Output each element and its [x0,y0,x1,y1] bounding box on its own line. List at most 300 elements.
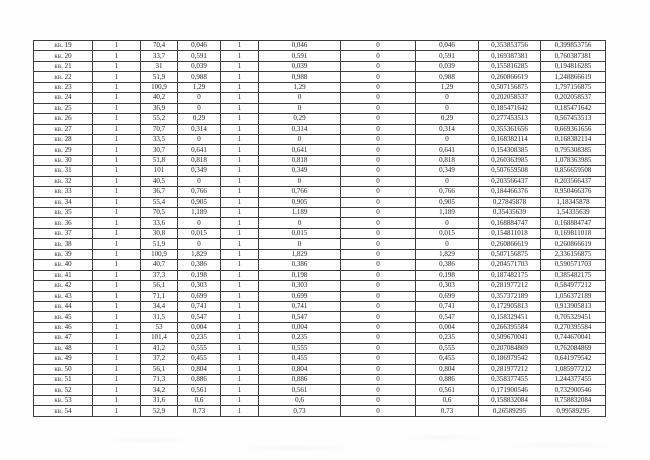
value-cell: 0,358377455 [479,375,541,385]
apartment-label-cell: кв. 50 [34,364,93,374]
value-cell: 0,641 [259,145,341,155]
value-cell: 1 [93,187,141,197]
value-cell: 0,818 [178,155,221,165]
value-cell: 0 [341,354,416,364]
value-cell: 0,591 [178,51,221,61]
value-cell: 70,7 [141,124,178,134]
value-cell: 0 [259,134,341,144]
value-cell: 0,202058537 [479,93,541,103]
value-cell: 0 [178,176,221,186]
value-cell: 0,741 [178,301,221,311]
value-cell: 1 [93,124,141,134]
value-cell: 1,056372189 [541,291,606,301]
value-cell: 71,3 [141,375,178,385]
value-cell: 0,039 [259,61,341,71]
value-cell: 1 [221,260,259,270]
value-cell: 0,039 [416,61,479,71]
value-cell: 100,9 [141,82,178,92]
value-cell: 0,168382114 [479,134,541,144]
value-cell: 1 [93,375,141,385]
value-cell: 0,004 [259,322,341,332]
value-cell: 0,314 [416,124,479,134]
value-cell: 0,455 [259,354,341,364]
value-cell: 0,158832084 [479,395,541,405]
value-cell: 0 [259,239,341,249]
value-cell: 1 [93,114,141,124]
value-cell: 0,198 [178,270,221,280]
table-row [34,364,606,374]
value-cell: 0,203566437 [541,176,606,186]
value-cell: 1 [93,72,141,82]
value-cell: 0,905 [259,197,341,207]
value-cell: 1 [93,93,141,103]
value-cell: 0,355361656 [479,124,541,134]
table-row [34,93,606,103]
value-cell: 40,7 [141,260,178,270]
value-cell: 1 [93,197,141,207]
table-row [34,281,606,291]
value-cell: 0 [341,155,416,165]
value-cell: 0 [341,72,416,82]
value-cell: 0,507156875 [479,249,541,259]
value-cell: 0 [341,145,416,155]
value-cell: 0,886 [416,375,479,385]
value-cell: 0 [178,93,221,103]
value-cell: 1,797156875 [541,82,606,92]
value-cell: 0 [341,239,416,249]
value-cell: 1 [221,270,259,280]
value-cell: 1 [93,166,141,176]
value-cell: 0,561 [178,385,221,395]
value-cell: 0,669361656 [541,124,606,134]
value-cell: 0 [341,301,416,311]
apartment-label-cell: кв. 31 [34,166,93,176]
apartment-label-cell: кв. 54 [34,406,93,416]
value-cell: 31,6 [141,395,178,405]
value-cell: 0,555 [416,343,479,353]
apartment-label-cell: кв. 48 [34,343,93,353]
value-cell: 0,886 [259,375,341,385]
value-cell: 0,29 [259,114,341,124]
value-cell: 0,732900546 [541,385,606,395]
value-cell: 0,235 [178,333,221,343]
value-cell: 0 [259,103,341,113]
value-cell: 1 [221,93,259,103]
value-cell: 0 [416,134,479,144]
value-cell: 0,555 [259,343,341,353]
value-cell: 0,266395584 [479,322,541,332]
value-cell: 0,744670041 [541,333,606,343]
value-cell: 0 [341,228,416,238]
value-cell: 1 [93,270,141,280]
value-cell: 0 [341,166,416,176]
table-row [34,187,606,197]
value-cell: 1 [221,155,259,165]
value-cell: 53 [141,322,178,332]
value-cell: 1 [221,218,259,228]
value-cell: 0,349 [178,166,221,176]
value-cell: 0 [341,197,416,207]
value-cell: 1 [93,385,141,395]
value-cell: 0,281977212 [479,364,541,374]
scan-noise-artifact [30,430,620,456]
value-cell: 0,35435639 [479,208,541,218]
value-cell: 0,804 [259,364,341,374]
value-cell: 0,260363985 [479,155,541,165]
apartment-label-cell: кв. 44 [34,301,93,311]
value-cell: 0,547 [178,312,221,322]
value-cell: 0,203566437 [479,176,541,186]
table-row [34,406,606,416]
apartment-label-cell: кв. 51 [34,375,93,385]
value-cell: 0,353853756 [479,41,541,51]
apartment-label-cell: кв. 24 [34,93,93,103]
value-cell: 1 [221,333,259,343]
value-cell: 1 [221,312,259,322]
value-cell: 0,172905813 [479,301,541,311]
value-cell: 1 [221,375,259,385]
value-cell: 0,260866619 [479,72,541,82]
table-row [34,114,606,124]
value-cell: 0 [341,343,416,353]
apartment-label-cell: кв. 23 [34,82,93,92]
value-cell: 0,168884747 [541,218,606,228]
value-cell: 1 [221,51,259,61]
table-body [34,41,606,417]
value-cell: 1 [221,249,259,259]
value-cell: 0,507659508 [479,166,541,176]
value-cell: 1 [93,291,141,301]
value-cell: 1,078363985 [541,155,606,165]
table-row [34,291,606,301]
apartment-values-table [33,40,606,417]
value-cell: 1 [93,145,141,155]
value-cell: 0 [341,385,416,395]
value-cell: 0,555 [178,343,221,353]
table-row [34,375,606,385]
value-cell: 0,99589295 [541,406,606,416]
value-cell: 1 [93,51,141,61]
apartment-label-cell: кв. 35 [34,208,93,218]
value-cell: 1 [93,301,141,311]
value-cell: 0,795308385 [541,145,606,155]
value-cell: 0 [341,291,416,301]
value-cell: 1 [93,176,141,186]
table-row [34,103,606,113]
table-row [34,301,606,311]
value-cell: 1 [93,41,141,51]
value-cell: 101 [141,166,178,176]
table-row [34,124,606,134]
value-cell: 0,988 [416,72,479,82]
value-cell: 1 [93,228,141,238]
table-row [34,239,606,249]
value-cell: 55,2 [141,114,178,124]
value-cell: 1 [93,364,141,374]
value-cell: 1 [221,406,259,416]
value-cell: 0,699 [178,291,221,301]
value-cell: 0,046 [416,41,479,51]
value-cell: 1 [93,354,141,364]
value-cell: 0,015 [259,228,341,238]
value-cell: 30,7 [141,145,178,155]
value-cell: 1 [93,239,141,249]
value-cell: 1,29 [416,82,479,92]
value-cell: 0 [341,249,416,259]
value-cell: 1 [221,301,259,311]
value-cell: 0,198 [259,270,341,280]
value-cell: 1 [93,61,141,71]
apartment-label-cell: кв. 19 [34,41,93,51]
apartment-label-cell: кв. 21 [34,61,93,71]
value-cell: 0 [259,218,341,228]
value-cell: 0,26589295 [479,406,541,416]
value-cell: 0,198 [416,270,479,280]
table-row [34,166,606,176]
value-cell: 1 [221,41,259,51]
value-cell: 0,303 [178,281,221,291]
value-cell: 0,235 [259,333,341,343]
apartment-label-cell: кв. 42 [34,281,93,291]
value-cell: 0,6 [178,395,221,405]
table-row [34,385,606,395]
value-cell: 56,1 [141,281,178,291]
value-cell: 0 [341,41,416,51]
apartment-label-cell: кв. 47 [34,333,93,343]
apartment-label-cell: кв. 45 [34,312,93,322]
value-cell: 1 [93,134,141,144]
value-cell: 0,168884747 [479,218,541,228]
value-cell: 0,705329451 [541,312,606,322]
value-cell: 0,260866619 [541,239,606,249]
value-cell: 0,015 [178,228,221,238]
table-row [34,134,606,144]
value-cell: 1 [221,82,259,92]
value-cell: 0 [341,312,416,322]
value-cell: 1,189 [178,208,221,218]
value-cell: 0 [341,103,416,113]
value-cell: 0 [178,134,221,144]
value-cell: 34,2 [141,385,178,395]
value-cell: 0,741 [259,301,341,311]
value-cell: 40,5 [141,176,178,186]
apartment-label-cell: кв. 33 [34,187,93,197]
value-cell: 1 [221,208,259,218]
value-cell: 0,27845878 [479,197,541,207]
value-cell: 0,818 [259,155,341,165]
value-cell: 0,584977212 [541,281,606,291]
value-cell: 31 [141,61,178,71]
table-row [34,41,606,51]
value-cell: 1 [221,103,259,113]
value-cell: 1 [221,281,259,291]
value-cell: 0,641 [416,145,479,155]
value-cell: 30,8 [141,228,178,238]
value-cell: 0,699 [416,291,479,301]
value-cell: 1 [221,124,259,134]
value-cell: 0,015 [416,228,479,238]
value-cell: 0,207084869 [479,343,541,353]
value-cell: 0,385482175 [541,270,606,280]
value-cell: 37,3 [141,270,178,280]
value-cell: 0,699 [259,291,341,301]
value-cell: 0,281977212 [479,281,541,291]
value-cell: 1 [221,176,259,186]
value-cell: 33,7 [141,51,178,61]
value-cell: 0,591 [259,51,341,61]
value-cell: 0,399853756 [541,41,606,51]
value-cell: 70,4 [141,41,178,51]
value-cell: 0,73 [416,406,479,416]
value-cell: 71,1 [141,291,178,301]
value-cell: 0,6 [259,395,341,405]
table-row [34,260,606,270]
value-cell: 1 [93,333,141,343]
value-cell: 0,950466376 [541,187,606,197]
value-cell: 0,154811018 [479,228,541,238]
apartment-label-cell: кв. 43 [34,291,93,301]
value-cell: 1 [221,239,259,249]
value-cell: 1,18345878 [541,197,606,207]
value-cell: 33,5 [141,134,178,144]
value-cell: 0,988 [178,72,221,82]
value-cell: 34,4 [141,301,178,311]
value-cell: 0,386 [416,260,479,270]
value-cell: 0,169811018 [541,228,606,238]
table-row [34,208,606,218]
value-cell: 1 [221,187,259,197]
value-cell: 0 [341,187,416,197]
value-cell: 0,804 [416,364,479,374]
value-cell: 1 [221,395,259,405]
value-cell: 0,187482175 [479,270,541,280]
table-row [34,354,606,364]
value-cell: 0 [341,208,416,218]
value-cell: 0 [416,176,479,186]
value-cell: 0 [341,395,416,405]
value-cell: 1 [221,197,259,207]
apartment-label-cell: кв. 38 [34,239,93,249]
value-cell: 0,386 [178,260,221,270]
value-cell: 0,641 [178,145,221,155]
value-cell: 0,314 [259,124,341,134]
value-cell: 0 [341,134,416,144]
value-cell: 0,762084869 [541,343,606,353]
apartment-label-cell: кв. 20 [34,51,93,61]
value-cell: 0,185471642 [479,103,541,113]
value-cell: 1,189 [259,208,341,218]
apartment-label-cell: кв. 29 [34,145,93,155]
value-cell: 1 [221,291,259,301]
value-cell: 0,6 [416,395,479,405]
value-cell: 0 [341,176,416,186]
value-cell: 0,567453513 [541,114,606,124]
apartment-label-cell: кв. 52 [34,385,93,395]
table-row [34,72,606,82]
value-cell: 36,9 [141,103,178,113]
value-cell: 56,1 [141,364,178,374]
value-cell: 1 [221,145,259,155]
apartment-label-cell: кв. 30 [34,155,93,165]
value-cell: 0,913905813 [541,301,606,311]
value-cell: 0,766 [259,187,341,197]
value-cell: 0,349 [416,166,479,176]
value-cell: 40,2 [141,93,178,103]
value-cell: 0 [341,218,416,228]
value-cell: 0,29 [416,114,479,124]
apartment-label-cell: кв. 49 [34,354,93,364]
value-cell: 1 [221,385,259,395]
value-cell: 0,455 [178,354,221,364]
value-cell: 1,829 [259,249,341,259]
value-cell: 0,641979542 [541,354,606,364]
value-cell: 0,804 [178,364,221,374]
value-cell: 1 [93,406,141,416]
apartment-label-cell: кв. 26 [34,114,93,124]
value-cell: 0,185471642 [541,103,606,113]
value-cell: 0 [416,93,479,103]
value-cell: 0,046 [259,41,341,51]
value-cell: 1 [221,354,259,364]
value-cell: 0,758832084 [541,395,606,405]
value-cell: 1,829 [178,249,221,259]
value-cell: 1,248866619 [541,72,606,82]
value-cell: 1 [93,260,141,270]
value-cell: 0,004 [416,322,479,332]
value-cell: 0,818 [416,155,479,165]
value-cell: 0,507156875 [479,82,541,92]
value-cell: 0 [341,61,416,71]
value-cell: 0,270395584 [541,322,606,332]
value-cell: 1 [221,134,259,144]
value-cell: 1 [93,103,141,113]
table-row [34,249,606,259]
value-cell: 0,260866619 [479,239,541,249]
value-cell: 0,349 [259,166,341,176]
table-row [34,145,606,155]
value-cell: 0,386 [259,260,341,270]
value-cell: 0 [341,364,416,374]
value-cell: 0,905 [178,197,221,207]
value-cell: 1 [93,343,141,353]
value-cell: 1 [221,364,259,374]
table-row [34,155,606,165]
apartment-label-cell: кв. 37 [34,228,93,238]
table-row [34,176,606,186]
value-cell: 0 [416,103,479,113]
value-cell: 0,046 [178,41,221,51]
value-cell: 1 [93,322,141,332]
value-cell: 0,154308385 [479,145,541,155]
apartment-label-cell: кв. 27 [34,124,93,134]
table-row [34,51,606,61]
table-row [34,228,606,238]
value-cell: 0,886 [178,375,221,385]
value-cell: 0,186979542 [479,354,541,364]
value-cell: 0 [341,82,416,92]
value-cell: 1 [221,343,259,353]
value-cell: 0,235 [416,333,479,343]
table-row [34,197,606,207]
table-row [34,395,606,405]
value-cell: 0,905 [416,197,479,207]
value-cell: 0,171900546 [479,385,541,395]
value-cell: 41,2 [141,343,178,353]
apartment-label-cell: кв. 36 [34,218,93,228]
value-cell: 1,829 [416,249,479,259]
value-cell: 0 [341,93,416,103]
value-cell: 31,5 [141,312,178,322]
